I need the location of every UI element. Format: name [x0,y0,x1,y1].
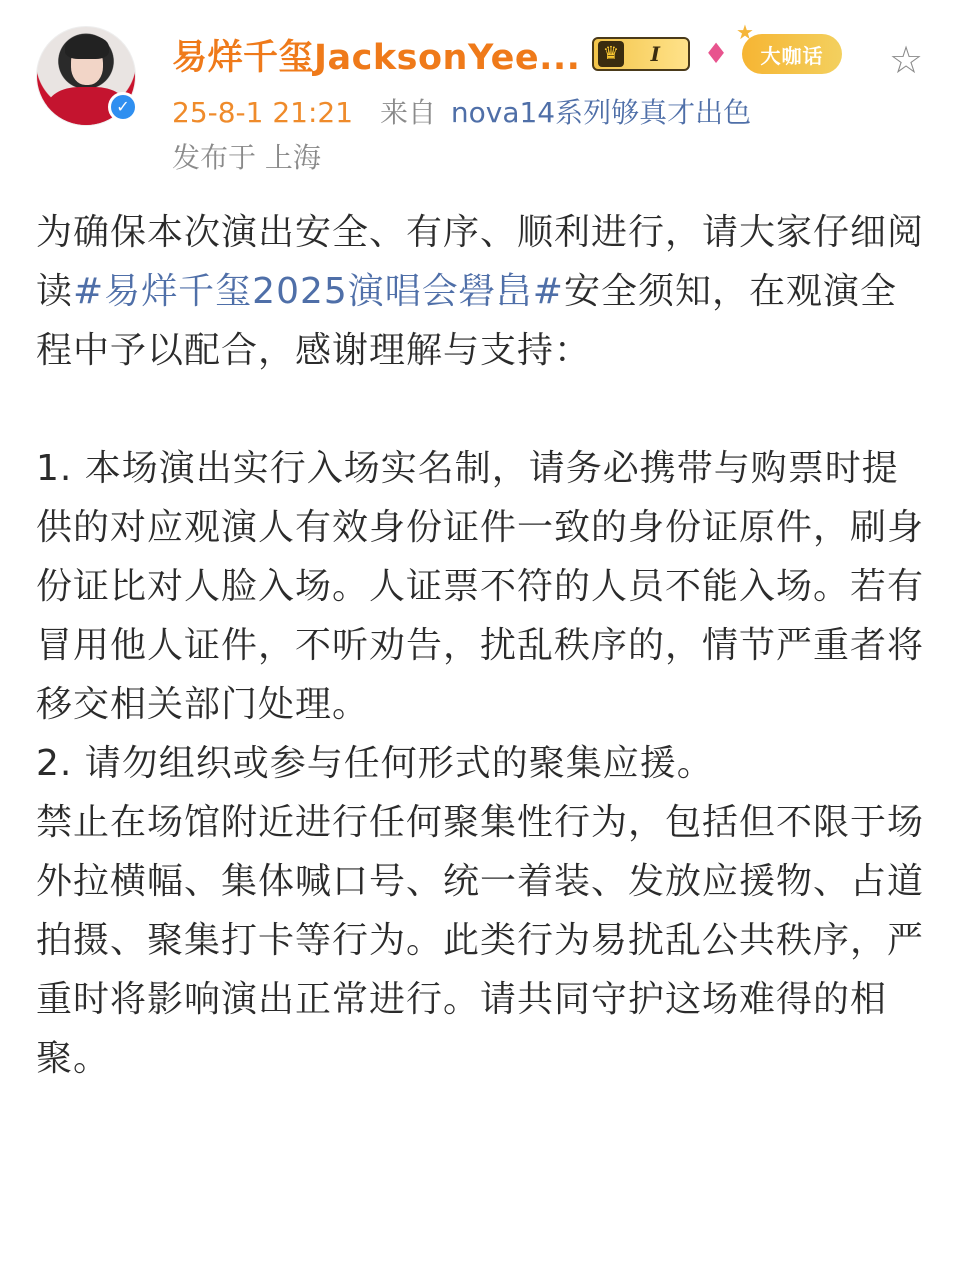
post-item-2-body: 禁止在场馆附近进行任何聚集性行为，包括但不限于场外拉横幅、集体喊口号、统一着装、发放应援物、占道拍摄、聚集打卡等行为。此类行为易扰乱公共秩序，严重时将影响演出正常进行。请共同守护这场难得的相聚。 [36,802,925,1079]
author-badges [592,20,842,74]
post-device-link[interactable]: nova14系列够真才出色 [450,96,752,129]
avatar-wrap[interactable] [36,26,136,126]
post-header [0,0,960,190]
post-item-1: 1. 本场演出实行入场实名制，请务必携带与购票时提供的对应观演人有效身份证件一致的身份证原件，刷身份证比对人脸入场。人证票不符的人员不能入场。若有冒用他人证件，不听劝告，扰乱秩序的，情节严重者将移交相关部门处理。 [36,448,925,725]
intro-before: 为确保本次演出安全、有序、顺利进行，请大家仔细阅读 [36,212,925,312]
star-icon[interactable]: ☆ [888,38,924,82]
author-name[interactable]: 易烊千玺JacksonYee... [172,38,581,78]
post-item-2-title: 2. 请勿组织或参与任何形式的聚集应援。 [36,743,714,784]
kafei-badge[interactable] [736,20,842,74]
hashtag-link[interactable]: #易烊千玺2025演唱会礐峊# [73,271,564,312]
sparkle-icon: ★ [736,20,754,44]
post-body [36,203,926,1088]
post-location: 发布于 上海 [172,141,321,174]
crown-icon: ♛ [598,41,624,67]
avatar-hair [65,35,109,59]
kafei-badge-label: 大咖话 [760,43,824,68]
paragraph-gap [36,380,926,439]
level-text: I [650,42,660,66]
post-from-label: 来自 [379,96,436,129]
post-intro [36,203,926,380]
level-badge[interactable] [592,37,690,71]
post-meta [172,91,751,131]
gem-icon[interactable]: ♦ [703,37,729,70]
intro-after: 安全须知，在观演全程中予以配合，感谢理解与支持： [36,271,897,371]
post-time: 25-8-1 21:21 [172,96,354,129]
verified-icon: ✓ [108,92,138,122]
